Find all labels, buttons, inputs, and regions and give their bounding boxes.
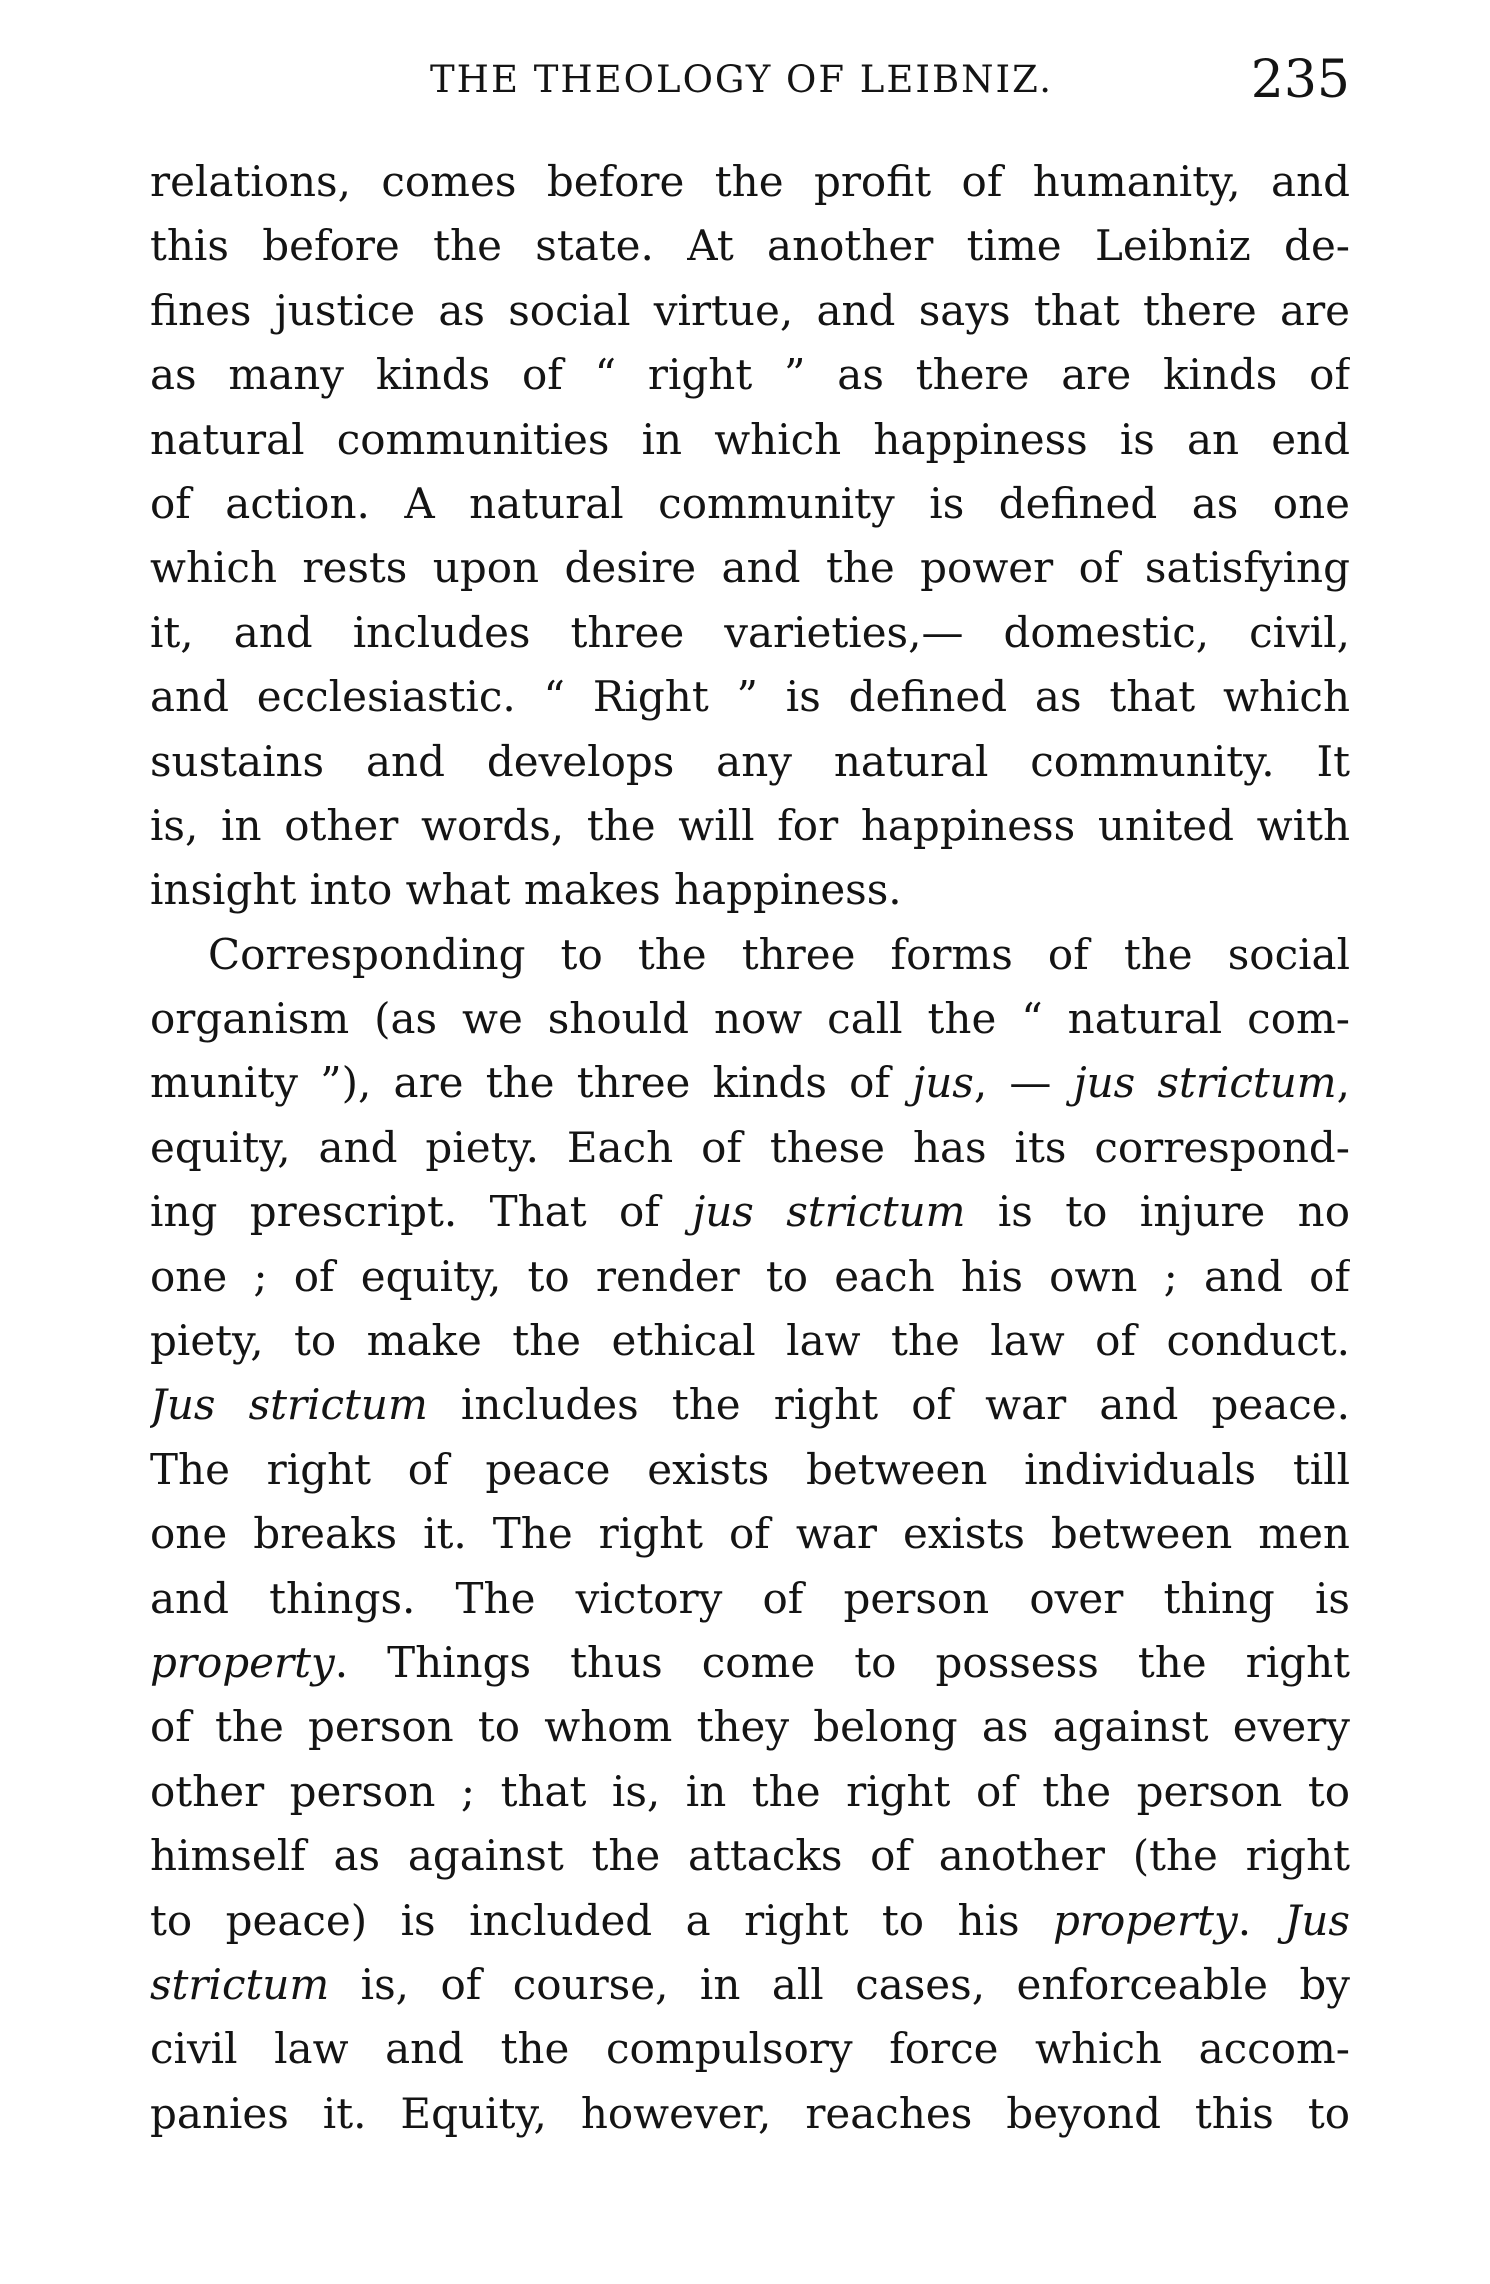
italic-term: jus strictum (1073, 1058, 1337, 1108)
text-line: to peace) is included a right to his property. Jus (150, 1895, 1350, 1945)
text-line: sustains and develops any natural community. It (150, 736, 1350, 786)
body-text (150, 150, 1350, 2146)
italic-term: Jus (1284, 1895, 1350, 1945)
text-line: one breaks it. The right of war exists between men (150, 1509, 1350, 1559)
text-line: of action. A natural community is defined as one (150, 478, 1350, 528)
italic-term: property (150, 1637, 335, 1687)
text-line: equity, and piety. Each of these has its correspond- (150, 1122, 1350, 1172)
text-line: insight into what makes happiness. (150, 865, 902, 915)
text-line: organism (as we should now call the “ natural com- (150, 994, 1350, 1044)
text-line: himself as against the attacks of another (the right (150, 1831, 1350, 1881)
italic-term: property (1053, 1895, 1238, 1945)
text-line: this before the state. At another time Leibniz de- (150, 221, 1350, 271)
text-line: fines justice as social virtue, and says that there are (150, 285, 1350, 335)
page-header (150, 50, 1350, 130)
italic-term: jus (912, 1058, 974, 1108)
text-line: piety, to make the ethical law the law of conduct. (150, 1316, 1350, 1366)
text-line: one ; of equity, to render to each his own ; and of (150, 1251, 1350, 1301)
text-line: other person ; that is, in the right of the person to (150, 1766, 1350, 1816)
italic-term: Jus strictum (150, 1380, 428, 1430)
text-line: which rests upon desire and the power of satisfying (150, 543, 1350, 593)
text-line: ing prescript. That of jus strictum is to injure no (150, 1187, 1350, 1237)
text-line: panies it. Equity, however, reaches beyond this to (150, 2088, 1350, 2138)
text-line: strictum is, of course, in all cases, enforceable by (150, 1959, 1350, 2009)
text-line: relations, comes before the profit of humanity, and (150, 157, 1350, 206)
text-line: civil law and the compulsory force which accom- (150, 2024, 1350, 2074)
running-title: THE THEOLOGY OF LEIBNIZ. (430, 58, 1053, 101)
italic-term: jus strictum (692, 1187, 966, 1237)
page-number: 235 (1250, 50, 1350, 110)
text-line: as many kinds of “ right ” as there are kinds of (150, 350, 1350, 400)
text-line: munity ”), are the three kinds of jus, — jus strictum, (150, 1058, 1350, 1108)
text-line: and things. The victory of person over thing is (150, 1573, 1350, 1623)
text-line: and ecclesiastic. “ Right ” is defined as that which (150, 672, 1350, 722)
text-line: The right of peace exists between individuals till (150, 1444, 1350, 1494)
paragraph-start-line: Corresponding to the three forms of the social (208, 929, 1350, 979)
italic-term: strictum (150, 1959, 330, 2009)
text-line: property. Things thus come to possess the right (150, 1637, 1350, 1687)
text-line: of the person to whom they belong as against every (150, 1702, 1350, 1752)
text-line: natural communities in which happiness is an end (150, 414, 1350, 464)
text-line: is, in other words, the will for happiness united with (150, 800, 1350, 850)
text-line: Jus strictum includes the right of war and peace. (150, 1380, 1350, 1430)
text-line: it, and includes three varieties,— domestic, civil, (150, 607, 1350, 657)
